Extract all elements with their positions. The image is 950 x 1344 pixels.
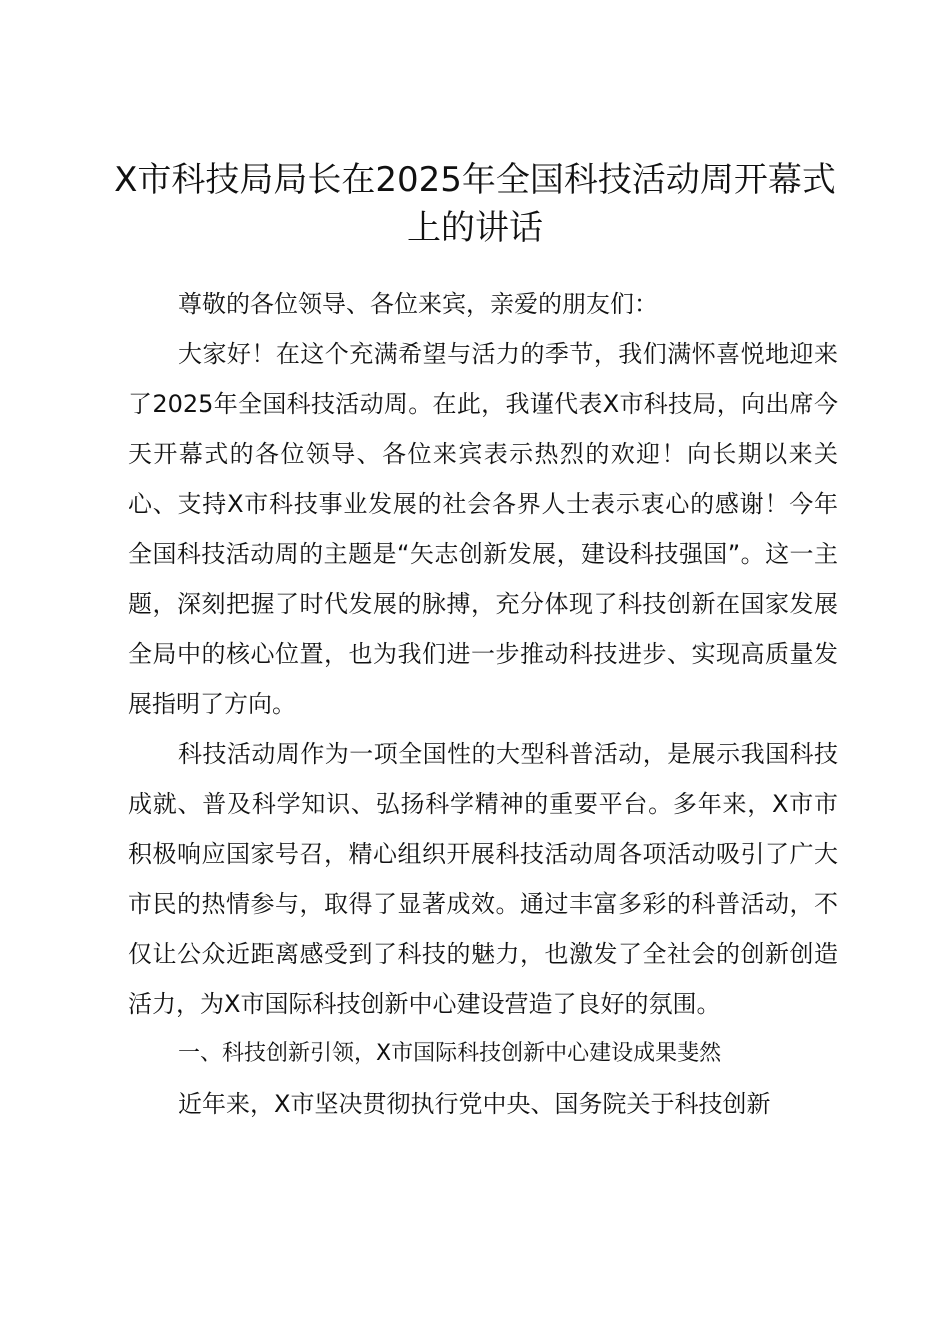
- body-paragraph-1: 大家好！在这个充满希望与活力的季节，我们满怀喜悦地迎来了2025年全国科技活动周。在此，我谨代表X市科技局，向出席今天开幕式的各位领导、各位来宾表示热烈的欢迎！向长期以来关心、支持X市科技事业发展的社会各界人士表示衷心的感谢！今年全国科技活动周的主题是“矢志创新发展，建设科技强国”。这一主题，深刻把握了时代发展的脉搏，充分体现了科技创新在国家发展全局中的核心位置，也为我们进一步推动科技进步、实现高质量发展指明了方向。: [128, 340, 838, 718]
- document-title: X市科技局局长在2025年全国科技活动周开幕式上的讲话: [114, 160, 836, 248]
- body-paragraph-3: 近年来，X市坚决贯彻执行党中央、国务院关于科技创新: [178, 1090, 771, 1118]
- document-body: [128, 279, 838, 1129]
- body-paragraph-2: 科技活动周作为一项全国性的大型科普活动，是展示我国科技成就、普及科学知识、弘扬科学精神的重要平台。多年来，X市市积极响应国家号召，精心组织开展科技活动周各项活动吸引了广大市民的热情参与，取得了显著成效。通过丰富多彩的科普活动，不仅让公众近距离感受到了科技的魅力，也激发了全社会的创新创造活力，为X市国际科技创新中心建设营造了良好的氛围。: [128, 740, 838, 1018]
- greeting-paragraph: 尊敬的各位领导、各位来宾，亲爱的朋友们：: [178, 290, 658, 318]
- section-heading-1: 一、科技创新引领，X市国际科技创新中心建设成果斐然: [178, 1041, 722, 1066]
